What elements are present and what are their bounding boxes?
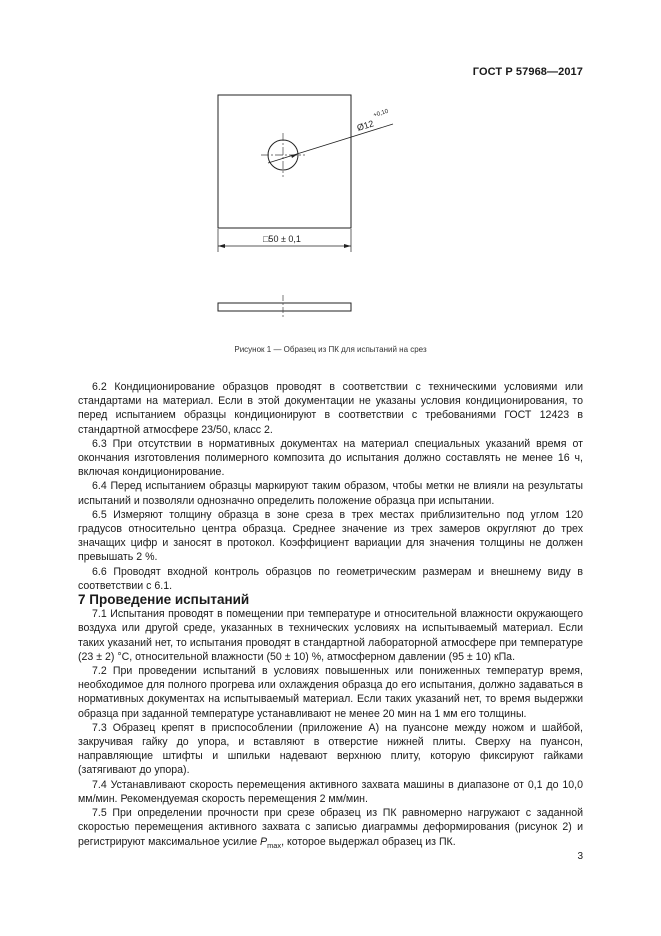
paragraph-7-2: 7.2 При проведении испытаний в условиях повышенных или пониженных температур время, необходимое для полного прогрева или охлаждения образца до его испытания, должно задаваться в нормативных документах на испытываемый материал. Если таких указаний нет, то время выдержки образца при заданной температуре устанавливают не менее 20 мин на 1 мм его толщины. <box>78 665 583 720</box>
dimension-arrow-right <box>344 244 351 248</box>
force-symbol: P <box>260 835 268 848</box>
paragraph-6-6: 6.6 Проводят входной контроль образцов по геометрическим размерам и внешнему виду в соответствии с 6.1. <box>78 565 583 592</box>
diameter-leader <box>268 124 393 163</box>
width-label: □50 ± 0,1 <box>263 234 301 244</box>
paragraph-7-3: 7.3 Образец крепят в приспособлении (приложение А) на пуансоне между ножом и шайбой, закручивая гайку до упора, и вставляют в отверстие нижней плиты. Сверху на пуансон, направляющие штифты и шпильки надевают верхнюю плиту, которую фиксируют гайками (затягивают до упора). <box>78 721 583 777</box>
body-text <box>78 380 583 853</box>
force-subscript: max <box>267 840 282 850</box>
paragraph-6-2: 6.2 Кондиционирование образцов проводят в соответствии с техническими условиями или стандартами на материал. Если в этой документации не указаны условия кондиционирования, то перед испытанием образцы кондиционируют в соответствии с требованиями ГОСТ 12423 в стандартной атмосфере 23/50, класс 2. <box>78 381 583 436</box>
paragraph-6-4: 6.4 Перед испытанием образцы маркируют таким образом, чтобы метки не влияли на результаты испытаний и позволяли однозначно определить положение образца при испытании. <box>78 480 583 507</box>
paragraph-7-5 <box>78 806 583 853</box>
diameter-label: Ø12 <box>355 118 375 133</box>
paragraph-7-5-tail: , которое выдержал образец из ПК. <box>281 835 456 848</box>
figure-caption: Рисунок 1 — Образец из ПК для испытаний на срез <box>234 345 427 354</box>
specimen-plate-top-view <box>218 95 351 228</box>
tolerance-label: +0,10 <box>372 108 390 119</box>
specimen-drawing <box>0 0 661 340</box>
paragraph-6-3: 6.3 При отсутствии в нормативных документах на материал специальных указаний время от окончания изготовления полимерного композита до испытания должно составлять не менее 16 ч, включая кондиционирование. <box>78 437 583 479</box>
paragraph-7-1: 7.1 Испытания проводят в помещении при температуре и относительной влажности окружающего воздуха или другой среде, указанных в технических условиях на испытываемый материал. Если таких указаний нет, то испытания проводят в стандартной лабораторной атмосфере при температуре (23 ± 2) °С, относительной влажности (50 ± 10) %, атмосферном давлении (95 ± 10) кПа. <box>78 608 583 663</box>
specimen-plate-side-view <box>218 303 351 311</box>
diameter-arrow <box>291 154 298 158</box>
dimension-arrow-left <box>218 244 225 248</box>
paragraph-6-5: 6.5 Измеряют толщину образца в зоне среза в трех местах приблизительно под углом 120 градусов относительно центра образца. Среднее значение из трех замеров округляют до трех значащих цифр и заносят в протокол. Коэффициент вариации для значения толщины не должен превышать 2 %. <box>78 508 583 564</box>
paragraph-7-5-text: 7.5 При определении прочности при срезе образец из ПК равномерно нагружают с заданной скоростью перемещения активного захвата с записью диаграммы деформирования (рисунок 2) и регистрируют максимальное усилие <box>78 807 583 848</box>
page-number: 3 <box>577 851 583 862</box>
paragraph-7-4: 7.4 Устанавливают скорость перемещения активного захвата машины в диапазоне от 0,1 до 10,0 мм/мин. Рекомендуемая скорость перемещения 2 мм/мин. <box>78 778 583 805</box>
standard-header: ГОСТ Р 57968—2017 <box>472 66 583 78</box>
section-7-heading: 7 Проведение испытаний <box>78 592 250 608</box>
